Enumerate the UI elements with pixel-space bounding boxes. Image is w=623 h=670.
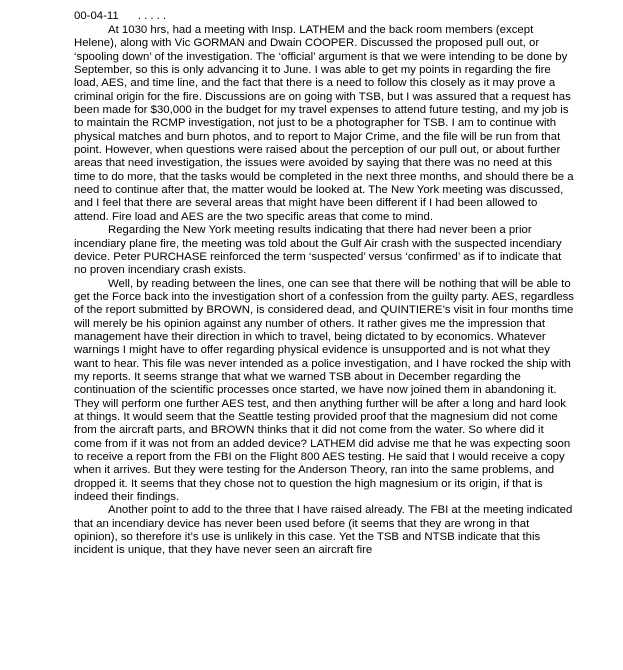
paragraph-new-york-meeting: Regarding the New York meeting results indicating that there had never been a prior incendiary plane fire, the meeting was told about the Gulf Air crash with the suspected incendiary device. Peter PURCHASE reinforced the term ‘suspected’ versus ‘confirmed’ as if to indicate that no proven incendiary crash exists. (74, 224, 562, 277)
paragraph-meeting: At 1030 hrs, had a meeting with Insp. LATHEM and the back room members (except Helene), along with Vic GORMAN and Dwain COOPER. Discussed the proposed pull out, or ‘spooling down’ of the investigation. The ‘official’ argument is that we were intending to be done by September, so this is only advancing it to June. I was able to get my points in regarding the fire load, AES, and time line, and the fact that there is a need to follow this closely as it may prove a criminal origin for the fire. Discussions are on going with TSB, but I was assured that a request has been made for $30,000 in the budget for my travel expenses to attend future testing, and my job is to maintain the RCMP investigation, not just to be a photographer for TSB. I am to continue with physical matches and burn photos, and to report to Major Crime, and the file will be run from that point. However, when questions were raised about the perception of our pull out, or about further areas that need investigation, the issues were avoided by saying that there was no need at this time to do more, that the tasks would be completed in the next three months, and should there be a need to continue after that, the matter would be looked at. The New York meeting was discussed, and I feel that there are several areas that might have been different if I had been allowed to attend. Fire load and AES are the two specific areas that come to mind. (74, 24, 574, 223)
document-body (74, 24, 574, 558)
paragraph-another-point: Another point to add to the three that I have raised already. The FBI at the meeting indicated that an incendiary device has never been used before (it seems that they are wrong in that opinion), so therefore it’s use is unlikely in this case. Yet the TSB and NTSB indicate that this incident is unique, that they have never seen an aircraft fire (74, 504, 573, 557)
paragraph-reading-between-lines: Well, by reading between the lines, one can see that there will be nothing that will be able to get the Force back into the investigation short of a confession from the guilty party. AES, regardless of the report submitted by BROWN, is considered dead, and QUINTIERE’s visit in four months time will merely be his opinion against any number of others. It rather gives me the impression that management have their direction in which to travel, being dictated to by economics. Whatever warnings I might have to offer regarding physical evidence is unsupported and is not what they want to hear. This file was never intended as a police investigation, and I have rocked the ship with my reports. It seems strange that what we warned TSB about in December regarding the continuation of the scientific processes once started, we have now joined them in abandoning it. They will perform one further AES test, and then anything further will be after a long and hard look at things. It would seem that the Seattle testing provided proof that the magnesium did not come from the aircraft parts, and BROWN thinks that it did not come from the water. So where did it come from if it was not from an added device? LATHEM did advise me that he was expecting soon to receive a report from the FBI on the Flight 800 AES testing. He said that I would receive a copy when it arrives. But they were testing for the Anderson Theory, ran into the same problems, and dropped it. It seems that they chose not to question the high magnesium or its origin, if that is indeed their findings. (74, 277, 574, 504)
date-line: 00-04-11 . . . . . (74, 10, 167, 22)
